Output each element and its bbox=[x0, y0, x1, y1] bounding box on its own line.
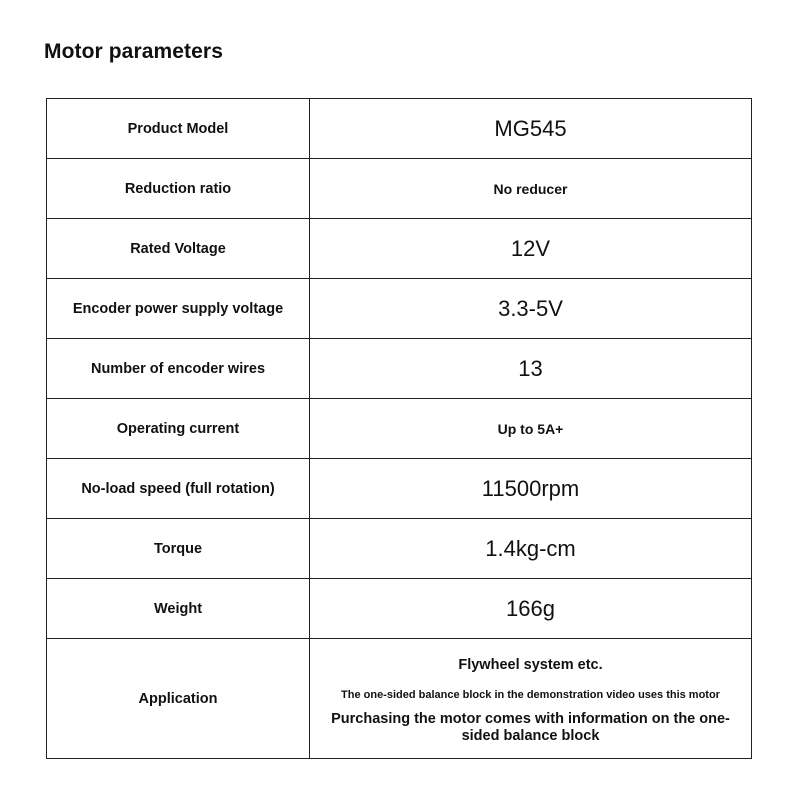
row-value: 12V bbox=[310, 219, 752, 279]
row-label: Number of encoder wires bbox=[47, 339, 310, 399]
row-label: Rated Voltage bbox=[47, 219, 310, 279]
row-value: 166g bbox=[310, 579, 752, 639]
application-line: Purchasing the motor comes with information on the one-sided balance block bbox=[331, 710, 730, 744]
application-line: The one-sided balance block in the demonstration video uses this motor bbox=[341, 688, 720, 701]
row-value: MG545 bbox=[310, 99, 752, 159]
row-value: 13 bbox=[310, 339, 752, 399]
table-row-weight bbox=[47, 579, 752, 639]
table-row-product-model bbox=[47, 99, 752, 159]
table-row-encoder-voltage bbox=[47, 279, 752, 339]
table-row-reduction-ratio bbox=[47, 159, 752, 219]
application-value bbox=[310, 639, 752, 759]
application-line: Flywheel system etc. bbox=[458, 656, 603, 673]
table-row-application bbox=[47, 639, 752, 759]
table-row-operating-current bbox=[47, 399, 752, 459]
row-value: 11500rpm bbox=[310, 459, 752, 519]
row-value: 3.3-5V bbox=[310, 279, 752, 339]
row-value: No reducer bbox=[310, 159, 752, 219]
row-label: Application bbox=[47, 639, 310, 759]
page-title: Motor parameters bbox=[44, 40, 223, 63]
table-row-torque bbox=[47, 519, 752, 579]
row-label: Torque bbox=[47, 519, 310, 579]
row-value: 1.4kg-cm bbox=[310, 519, 752, 579]
row-value: Up to 5A+ bbox=[310, 399, 752, 459]
table-row-rated-voltage bbox=[47, 219, 752, 279]
row-label: Encoder power supply voltage bbox=[47, 279, 310, 339]
row-label: Operating current bbox=[47, 399, 310, 459]
row-label: Weight bbox=[47, 579, 310, 639]
row-label: Product Model bbox=[47, 99, 310, 159]
row-label: No-load speed (full rotation) bbox=[47, 459, 310, 519]
table-row-no-load-speed bbox=[47, 459, 752, 519]
motor-parameters-table bbox=[46, 98, 752, 759]
row-label: Reduction ratio bbox=[47, 159, 310, 219]
table-row-encoder-wires bbox=[47, 339, 752, 399]
